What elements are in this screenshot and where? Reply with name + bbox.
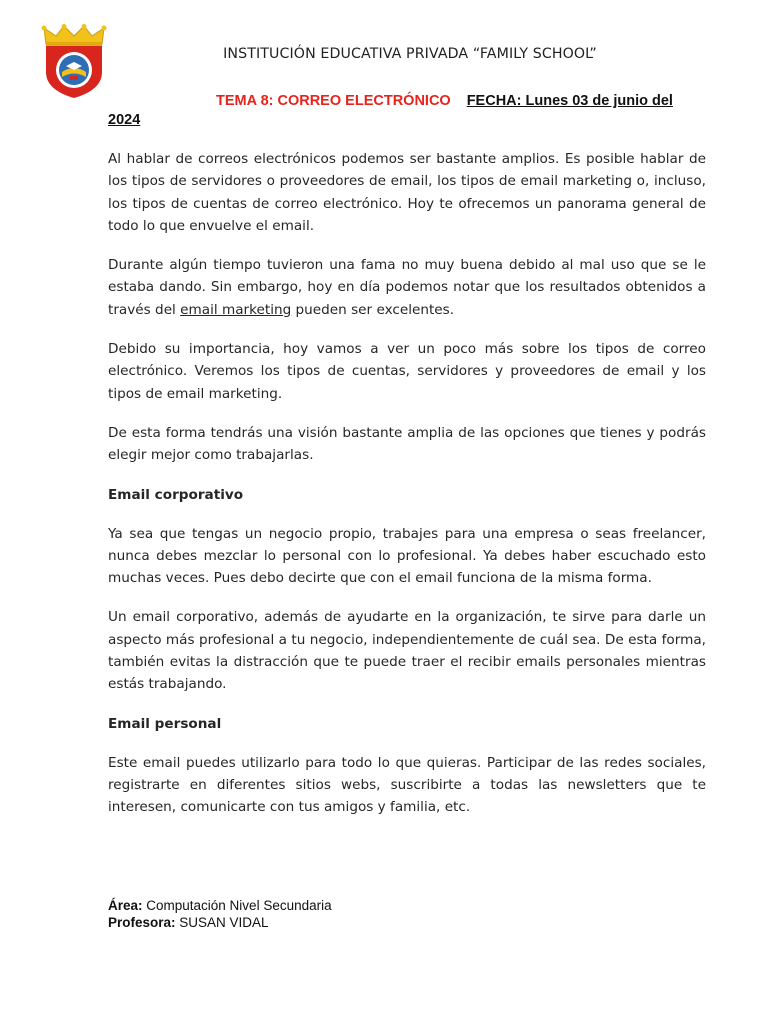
paragraph-importance: Debido su importancia, hoy vamos a ver un poco más sobre los tipos de correo electrónico. Veremos los tipos de cuentas, servidores y proveedores de email y los tipos de email marketing. [108,341,706,402]
paragraph-reputation [108,254,706,321]
footer-teacher [108,914,608,931]
lesson-title-row [108,92,706,130]
footer-teacher-value: SUSAN VIDAL [175,915,269,930]
paragraph-reputation-end: pueden ser excelentes. [291,301,455,318]
lesson-date: FECHA: Lunes 03 de junio del [466,93,673,109]
paragraph-personal: Este email puedes utilizarlo para todo lo que quieras. Participar de las redes sociales, registrarte en diferentes sitios webs, suscribirte a todas las newsletters que te interesen, comunicarte con tus amigos y familia, etc. [108,754,706,816]
document-body [108,148,706,836]
school-crest-icon [40,24,108,100]
footer-teacher-label: Profesora: [108,915,176,930]
email-marketing-link[interactable]: email marketing [180,301,292,318]
paragraph-reputation-text: Durante algún tiempo tuvieron una fama no muy buena debido al mal uso que se le estaba dando. Sin embargo, hoy en día podemos notar que los resultados obtenidos a través del [108,257,706,318]
lesson-topic: TEMA 8: CORREO ELECTRÓNICO [216,93,451,109]
heading-email-corporativo: Email corporativo [108,486,244,503]
lesson-date-year: 2024 [108,112,141,128]
footer-area [108,897,608,914]
paragraph-corporate-2: Un email corporativo, además de ayudarte en la organización, te sirve para darle un aspecto más profesional a tu negocio, independientemente de cuál sea. De esta forma, también evitas la distracción que te puede traer el recibir emails personales mientras estás trabajando. [108,609,706,693]
paragraph-corporate-1: Ya sea que tengas un negocio propio, trabajes para una empresa o seas freelancer, nunca debes mezclar lo personal con lo profesional. Ya debes haber escuchado esto muchas veces. Pues debo decirte que con el email funciona de la misma forma. [108,525,706,587]
school-crest-logo [40,24,108,100]
heading-email-personal: Email personal [108,715,222,732]
document-footer [108,897,608,931]
footer-area-value: Computación Nivel Secundaria [142,898,332,913]
paragraph-intro: Al hablar de correos electrónicos podemos ser bastante amplios. Es posible hablar de los tipos de servidores o proveedores de email, los tipos de email marketing o, incluso, los tipos de cuentas de correo electrónico. Hoy te ofrecemos un panorama general de todo lo que envuelve el email. [108,151,706,234]
footer-area-label: Área: [108,898,143,913]
school-name: INSTITUCIÓN EDUCATIVA PRIVADA “FAMILY SCHOOL” [223,46,597,62]
paragraph-vision: De esta forma tendrás una visión bastante amplia de las opciones que tienes y podrás elegir mejor como trabajarlas. [108,424,706,464]
